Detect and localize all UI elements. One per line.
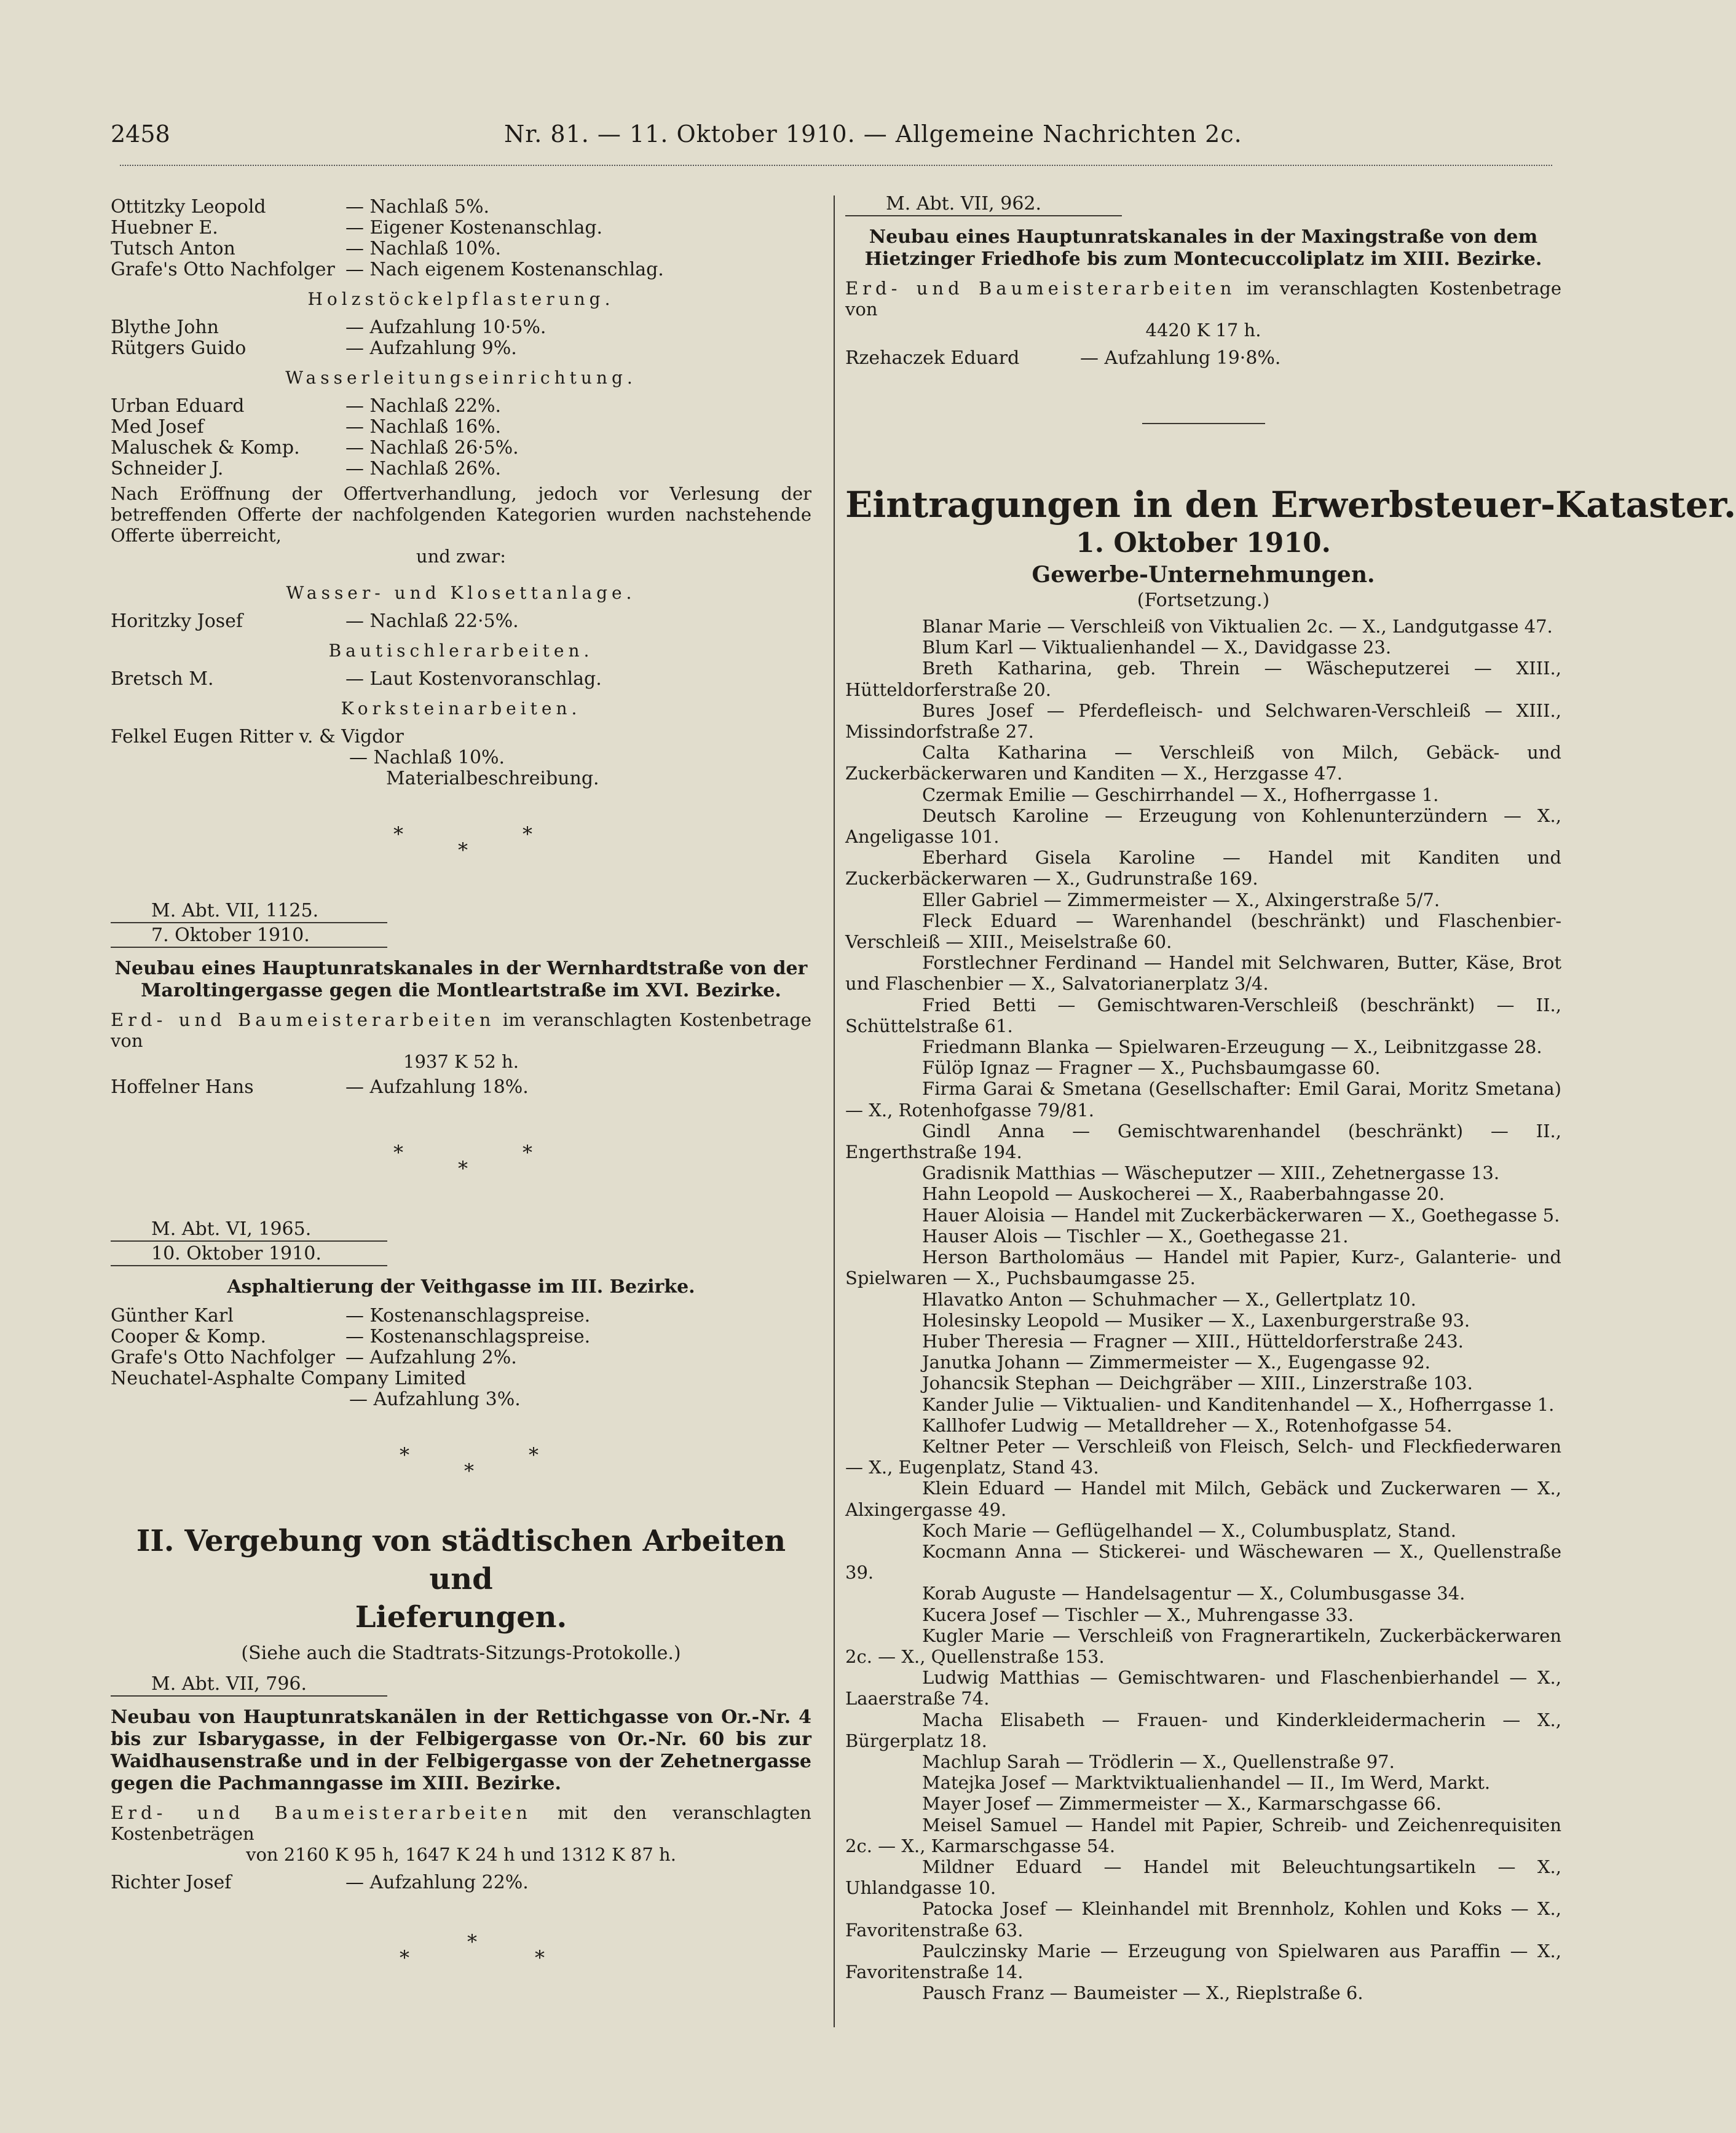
bid-row	[111, 1327, 811, 1347]
register-entry: Huber Theresia — Fragner — XIII., Hütteldorferstraße 243.	[922, 1330, 1464, 1352]
left-column	[111, 197, 811, 1998]
work-cost: 1937 K 52 h.	[403, 1051, 519, 1072]
bid-row	[111, 396, 811, 417]
category-heading: Bautischlerarbeiten.	[328, 641, 594, 661]
work-type: Erd- und Baumeisterarbeiten	[111, 1009, 495, 1030]
register-entry: Machlup Sarah — Trödlerin — X., Quellenstraße 97.	[922, 1751, 1395, 1772]
register-entry: Kander Julie — Viktualien- und Kanditenhandel — X., Hofherrgasse 1.	[922, 1394, 1555, 1415]
star: *	[523, 1141, 532, 1164]
bidder-name: Bretsch M.	[111, 668, 214, 690]
bid-row	[111, 1368, 811, 1389]
main-subtitle: Gewerbe-Unternehmungen.	[1032, 562, 1375, 588]
bidder-name: Grafe's Otto Nachfolger	[111, 1347, 335, 1368]
right-column	[845, 193, 1736, 2004]
running-head: Nr. 81. — 11. Oktober 1910. — Allgemeine Nachrichten 2c.	[504, 120, 1242, 148]
register-entry: Keltner Peter — Verschleiß von Fleisch, Selch- und Fleckfiederwaren — X., Eugenplatz, Stand 43.	[845, 1435, 1561, 1478]
register-entry: Herson Bartholomäus — Handel mit Papier, Kurz-, Galanterie- und Spielwaren — X., Puchsbaumgasse 25.	[845, 1247, 1561, 1289]
register-entry: Bures Josef — Pferdefleisch- und Selchwaren-Verschleiß — XIII., Missindorfstraße 27.	[845, 700, 1561, 743]
tender-block-1125	[111, 900, 811, 1098]
star: *	[393, 1141, 403, 1164]
section-stars	[111, 1141, 811, 1184]
section-divider	[1142, 423, 1265, 424]
work-description	[845, 278, 1561, 320]
bid-row	[111, 197, 811, 218]
register-entry: Patocka Josef — Kleinhandel mit Brennholz, Kohlen und Koks — X., Favoritenstraße 63.	[845, 1898, 1561, 1941]
bid-row	[111, 417, 811, 438]
category-heading: Wasser- und Klosettanlage.	[286, 583, 636, 603]
project-title: Neubau von Hauptunratskanälen in der Rettichgasse von Or.-Nr. 4 bis zur Isbarygasse, in der Felbigergasse von Or.-Nr. 60 bis zur Waidhausenstraße und in der Felbigergasse von der Zehetnergasse gegen die Pachmanngasse im XIII. Bezirke.	[111, 1706, 811, 1794]
bid-row	[111, 338, 811, 359]
bid-value: — Nachlaß 26%.	[345, 458, 502, 479]
register-entry: Fried Betti — Gemischtwaren-Verschleiß (beschränkt) — II., Schüttelstraße 61.	[845, 994, 1561, 1036]
work-cost: 4420 K 17 h.	[1145, 320, 1261, 341]
work-cost-text: im veranschlagten Kostenbetrage von	[845, 278, 1561, 320]
section-title-line: II. Vergebung von städtischen Arbeiten und	[136, 1524, 786, 1596]
section-title-line: Lieferungen.	[355, 1600, 567, 1634]
entry-list	[845, 616, 1561, 2003]
category-heading: Wasserleitungseinrichtung.	[285, 368, 637, 388]
project-title: Neubau eines Hauptunratskanales in der Wernhardtstraße von der Maroltingergasse gegen die Montleartstraße im XVI. Bezirke.	[114, 958, 808, 1001]
bid-value: — Aufzahlung 10·5%.	[345, 317, 546, 338]
bidder-name: Maluschek & Komp.	[111, 437, 300, 459]
bidder-name: Huebner E.	[111, 217, 218, 239]
register-entry: Eller Gabriel — Zimmermeister — X., Alxingerstraße 5/7.	[922, 889, 1440, 910]
bidder-name: Rzehaczek Eduard	[845, 347, 1020, 369]
page-number: 2458	[111, 120, 170, 148]
register-entry: Meisel Samuel — Handel mit Papier, Schreib- und Zeichenrequisiten 2c. — X., Karmarschgasse 54.	[845, 1814, 1561, 1856]
page-header	[111, 120, 1525, 157]
star: *	[458, 838, 468, 862]
category-heading: Korksteinarbeiten.	[341, 698, 582, 719]
register-entry: Hauer Aloisia — Handel mit Zuckerbäckerwaren — X., Goethegasse 5.	[922, 1204, 1560, 1226]
register-entry: Kucera Josef — Tischler — X., Muhrengasse 33.	[922, 1604, 1354, 1625]
section-stars	[111, 822, 811, 865]
bidder-name: Med Josef	[111, 416, 204, 438]
register-entry: Paulczinsky Marie — Erzeugung von Spielwaren aus Paraffin — X., Favoritenstraße 14.	[845, 1940, 1561, 1982]
bid-row	[111, 317, 811, 338]
bid-row	[111, 1306, 811, 1327]
bid-row	[111, 438, 811, 459]
bidder-name: Tutsch Anton	[111, 238, 235, 259]
bid-row	[111, 1077, 811, 1098]
bid-value: — Aufzahlung 9%.	[345, 337, 517, 359]
tender-block-1965	[111, 1218, 811, 1410]
bidder-name: Richter Josef	[111, 1872, 232, 1893]
register-entry: Forstlechner Ferdinand — Handel mit Selchwaren, Butter, Käse, Brot und Flaschenbier — X., Salvatorianerplatz 3/4.	[845, 952, 1561, 995]
bid-value: — Nachlaß 5%.	[345, 196, 489, 218]
bidder-name: Blythe John	[111, 317, 219, 338]
section-note: (Siehe auch die Stadtrats-Sitzungs-Protokolle.)	[241, 1642, 681, 1664]
work-type: Erd- und Baumeisterarbeiten	[845, 278, 1236, 299]
bidder-name: Urban Eduard	[111, 395, 245, 417]
bid-row	[845, 348, 1561, 369]
register-entry: Kugler Marie — Verschleiß von Fragnerartikeln, Zuckerbäckerwaren 2c. — X., Quellenstraße 153.	[845, 1625, 1561, 1667]
offer-note: Nach Eröffnung der Offertverhandlung, jedoch vor Verlesung der betreffenden Offerte der nachfolgenden Kategorien wurden nachstehende Offerte überreicht,	[111, 483, 811, 546]
register-entry: Fülöp Ignaz — Fragner — X., Puchsbaumgasse 60.	[922, 1057, 1381, 1079]
register-entry: Johancsik Stephan — Deichgräber — XIII., Linzerstraße 103.	[922, 1373, 1473, 1394]
project-title: Asphaltierung der Veithgasse im III. Bezirke.	[227, 1276, 695, 1298]
tender-date: 7. Oktober 1910.	[111, 925, 387, 948]
work-description	[111, 1802, 811, 1844]
department-reference: M. Abt. VI, 1965.	[111, 1218, 387, 1242]
bid-row	[111, 727, 811, 747]
top-bid-list	[111, 197, 811, 280]
star: *	[529, 1443, 539, 1467]
bid-value: — Nach eigenem Kostenanschlag.	[345, 259, 664, 280]
register-entry: Holesinsky Leopold — Musiker — X., Laxenburgerstraße 93.	[922, 1309, 1470, 1331]
register-entry: Macha Elisabeth — Frauen- und Kinderkleidermacherin — X., Bürgerplatz 18.	[845, 1709, 1561, 1751]
bid-row	[111, 611, 811, 632]
register-entry: Mildner Eduard — Handel mit Beleuchtungsartikeln — X., Uhlandgasse 10.	[845, 1856, 1561, 1899]
bid-value: — Nachlaß 10%.	[345, 238, 502, 259]
bidder-name: Günther Karl	[111, 1305, 234, 1327]
work-cost-text: mit den veranschlagten Kostenbeträgen	[111, 1802, 811, 1844]
register-entry: Blanar Marie — Verschleiß von Viktualien 2c. — X., Landgutgasse 47.	[922, 616, 1553, 637]
bid-row	[111, 259, 811, 280]
bid-value: — Eigener Kostenanschlag.	[345, 217, 603, 239]
bid-value: — Nachlaß 10%.	[349, 747, 505, 768]
bid-value: — Aufzahlung 18%.	[345, 1076, 529, 1098]
bid-value: — Nachlaß 22%.	[345, 395, 502, 417]
register-entry: Kallhofer Ludwig — Metalldreher — X., Rotenhofgasse 54.	[922, 1414, 1453, 1436]
column-rule	[834, 195, 835, 2027]
star: *	[400, 1946, 409, 1969]
bidder-name: Cooper & Komp.	[111, 1326, 267, 1347]
bid-value: — Aufzahlung 3%.	[349, 1389, 521, 1410]
register-entry: Hauser Alois — Tischler — X., Goethegasse 21.	[922, 1225, 1349, 1247]
bid-row	[111, 1347, 811, 1368]
register-entry: Friedmann Blanka — Spielwaren-Erzeugung — X., Leibnitzgasse 28.	[922, 1036, 1542, 1058]
register-entry: Fleck Eduard — Warenhandel (beschränkt) und Flaschenbier-Verschleiß — XIII., Meiselstraße 60.	[845, 910, 1561, 953]
bid-value: — Kostenanschlagspreise.	[345, 1305, 591, 1327]
register-entry: Hahn Leopold — Auskocherei — X., Raaberbahngasse 20.	[922, 1183, 1445, 1205]
bid-row	[111, 459, 811, 479]
bidder-name: Felkel Eugen Ritter v. & Vigdor	[111, 726, 404, 747]
section-stars	[111, 1443, 811, 1486]
register-entry: Koch Marie — Geflügelhandel — X., Columbusplatz, Stand.	[922, 1520, 1456, 1541]
bidder-name: Neuchatel-Asphalte Company Limited	[111, 1368, 467, 1389]
register-entry: Firma Garai & Smetana (Gesellschafter: Emil Garai, Moritz Smetana) — X., Rotenhofgasse 79/81.	[845, 1078, 1561, 1121]
bidder-name: Grafe's Otto Nachfolger	[111, 259, 335, 280]
department-reference: M. Abt. VII, 1125.	[111, 900, 387, 923]
work-cost: von 2160 K 95 h, 1647 K 24 h und 1312 K 87 h.	[246, 1844, 676, 1865]
star: *	[467, 1930, 477, 1954]
register-entry: Hlavatko Anton — Schuhmacher — X., Gellertplatz 10.	[922, 1288, 1416, 1310]
header-rule	[120, 165, 1552, 170]
register-entry: Czermak Emilie — Geschirrhandel — X., Hofherrgasse 1.	[922, 784, 1439, 805]
bid-row	[111, 218, 811, 239]
bidder-name: Ottitzky Leopold	[111, 196, 266, 218]
star: *	[400, 1443, 409, 1467]
register-entry: Pausch Franz — Baumeister — X., Rieplstraße 6.	[922, 1982, 1363, 2004]
bid-value: — Aufzahlung 2%.	[345, 1347, 517, 1368]
bidder-name: Horitzky Josef	[111, 610, 243, 632]
bid-value: — Aufzahlung 22%.	[345, 1872, 529, 1893]
register-entry: Janutka Johann — Zimmermeister — X., Eugengasse 92.	[922, 1352, 1430, 1373]
register-entry: Calta Katharina — Verschleiß von Milch, Gebäck- und Zuckerbäckerwaren und Kanditen — X., Herzgasse 47.	[845, 742, 1561, 784]
register-entry: Korab Auguste — Handelsagentur — X., Columbusgasse 34.	[922, 1583, 1466, 1604]
work-type: Erd- und Baumeisterarbeiten	[111, 1802, 532, 1823]
bid-value-note: Materialbeschreibung.	[386, 768, 599, 789]
star: *	[393, 822, 403, 846]
bid-value: — Nachlaß 26·5%.	[345, 437, 519, 459]
project-title: Neubau eines Hauptunratskanales in der Maxingstraße von dem Hietzinger Friedhofe bis zum Montecuccoliplatz im XIII. Bezirke.	[864, 226, 1542, 270]
main-note: (Fortsetzung.)	[1137, 589, 1270, 611]
register-entry: Klein Eduard — Handel mit Milch, Gebäck und Zuckerwaren — X., Alxingergasse 49.	[845, 1478, 1561, 1520]
department-reference: M. Abt. VII, 962.	[845, 193, 1122, 216]
register-entry: Matejka Josef — Marktviktualienhandel — II., Im Werd, Markt.	[922, 1772, 1491, 1794]
register-entry: Gradisnik Matthias — Wäscheputzer — XIII., Zehetnergasse 13.	[922, 1162, 1500, 1184]
bid-value: — Aufzahlung 19·8%.	[1080, 347, 1281, 369]
star: *	[535, 1946, 545, 1969]
star: *	[458, 1157, 468, 1180]
main-date: 1. Oktober 1910.	[1076, 527, 1331, 559]
register-entry: Mayer Josef — Zimmermeister — X., Karmarschgasse 66.	[922, 1793, 1442, 1815]
work-description	[111, 1009, 811, 1051]
register-entry: Breth Katharina, geb. Threin — Wäscheputzerei — XIII., Hütteldorferstraße 20.	[845, 658, 1561, 700]
register-entry: Kocmann Anna — Stickerei- und Wäschewaren — X., Quellenstraße 39.	[845, 1540, 1561, 1583]
department-reference: M. Abt. VII, 796.	[111, 1673, 387, 1697]
register-entry: Gindl Anna — Gemischtwarenhandel (beschränkt) — II., Engerthstraße 194.	[845, 1120, 1561, 1163]
register-entry: Ludwig Matthias — Gemischtwaren- und Flaschenbierhandel — X., Laaerstraße 74.	[845, 1667, 1561, 1709]
register-entry: Deutsch Karoline — Erzeugung von Kohlenunterzündern — X., Angeligasse 101.	[845, 805, 1561, 848]
section-ii	[111, 1522, 811, 1893]
bidder-name: Schneider J.	[111, 458, 224, 479]
category-heading: Holzstöckelpflasterung.	[307, 289, 615, 309]
bid-value: — Kostenanschlagspreise.	[345, 1326, 591, 1347]
bid-value: — Nachlaß 16%.	[345, 416, 502, 438]
tender-block-962	[845, 193, 1561, 369]
section-stars	[111, 1930, 811, 1973]
offer-note-end: und zwar:	[416, 546, 507, 567]
bid-value: — Laut Kostenvoranschlag.	[345, 668, 602, 690]
section-title	[111, 1522, 811, 1636]
bid-value: — Nachlaß 22·5%.	[345, 610, 519, 632]
bid-row	[111, 669, 811, 690]
star: *	[464, 1459, 474, 1483]
register-entry: Eberhard Gisela Karoline — Handel mit Kanditen und Zuckerbäckerwaren — X., Gudrunstraße 169.	[845, 847, 1561, 889]
register-entry: Blum Karl — Viktualienhandel — X., Davidgasse 23.	[922, 637, 1392, 658]
bid-row	[111, 1872, 811, 1893]
star: *	[523, 822, 532, 846]
bidder-name: Rütgers Guido	[111, 337, 247, 359]
tender-date: 10. Oktober 1910.	[111, 1243, 387, 1266]
work-cost-text: im veranschlagten Kostenbetrage von	[111, 1009, 811, 1051]
main-title: Eintragungen in den Erwerbsteuer-Kataster.	[845, 484, 1736, 526]
bid-row	[111, 239, 811, 259]
bidder-name: Hoffelner Hans	[111, 1076, 254, 1098]
